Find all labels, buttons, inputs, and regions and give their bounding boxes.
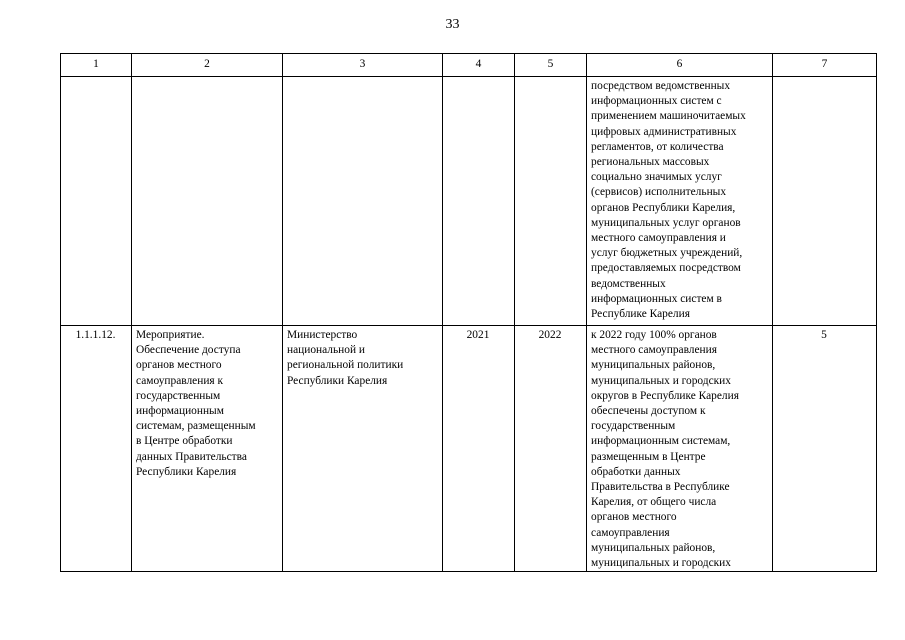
cell-executor bbox=[283, 77, 443, 326]
text-line: ведомственных bbox=[591, 277, 666, 290]
table-header-row bbox=[61, 54, 877, 77]
text-line: государственным bbox=[591, 420, 676, 433]
header-cell-1: 1 bbox=[61, 54, 132, 77]
cell-end-year: 2022 bbox=[515, 326, 587, 572]
text-line: региональной политики bbox=[287, 359, 404, 372]
text-line: Республики Карелия bbox=[287, 374, 388, 387]
cell-executor bbox=[283, 326, 443, 572]
text-line: информационных систем с bbox=[591, 95, 722, 108]
text-line: к 2022 году 100% органов bbox=[591, 329, 717, 341]
text-line: посредством ведомственных bbox=[591, 80, 731, 92]
cell-start-year bbox=[443, 77, 515, 326]
text-line: государственным bbox=[136, 389, 221, 402]
text-line: Правительства в Республике bbox=[591, 481, 730, 494]
text-line: социально значимых услуг bbox=[591, 171, 722, 184]
text-line: Республики Карелия bbox=[136, 465, 237, 478]
header-cell-3: 3 bbox=[283, 54, 443, 77]
text-line: Республике Карелия bbox=[591, 308, 690, 321]
text-line: муниципальных и городских bbox=[591, 374, 731, 387]
text-line: органов Республики Карелия, bbox=[591, 201, 736, 214]
text-line: (сервисов) исполнительных bbox=[591, 186, 727, 199]
text-line: услуг бюджетных учреждений, bbox=[591, 247, 743, 260]
table-row-continuation bbox=[61, 77, 877, 326]
cell-end-year bbox=[515, 77, 587, 326]
text-line: муниципальных районов, bbox=[591, 541, 716, 554]
document-table bbox=[60, 53, 877, 572]
cell-indicator: 5 bbox=[773, 326, 877, 572]
text-line: размещенным в Центре bbox=[591, 450, 706, 463]
text-line: местного самоуправления и bbox=[591, 232, 726, 245]
text-line: муниципальных услуг органов bbox=[591, 216, 741, 229]
text-line: муниципальных районов, bbox=[591, 359, 716, 372]
text-line: предоставляемых посредством bbox=[591, 262, 741, 275]
cell-number bbox=[61, 77, 132, 326]
text-line: Мероприятие. bbox=[136, 329, 205, 341]
text-line: самоуправления bbox=[591, 526, 670, 539]
cell-number: 1.1.1.12. bbox=[61, 326, 132, 572]
cell-indicator bbox=[773, 77, 877, 326]
page-number: 33 bbox=[445, 17, 460, 32]
text-line: Министерство bbox=[287, 329, 358, 341]
text-line: обработки данных bbox=[591, 465, 681, 478]
cell-result-text bbox=[587, 326, 773, 572]
text-line: местного самоуправления bbox=[591, 344, 717, 357]
text-line: информационным bbox=[136, 405, 224, 418]
text-line: региональных массовых bbox=[591, 156, 710, 169]
header-cell-5: 5 bbox=[515, 54, 587, 77]
text-line: регламентов, от количества bbox=[591, 140, 724, 153]
text-line: органов местного bbox=[136, 359, 222, 372]
text-line: информационным системам, bbox=[591, 435, 731, 448]
text-line: округов в Республике Карелия bbox=[591, 389, 739, 402]
header-cell-4: 4 bbox=[443, 54, 515, 77]
text-line: информационных систем в bbox=[591, 292, 722, 305]
header-cell-6: 6 bbox=[587, 54, 773, 77]
header-cell-7: 7 bbox=[773, 54, 877, 77]
text-line: обеспечены доступом к bbox=[591, 405, 706, 418]
header-cell-2: 2 bbox=[132, 54, 283, 77]
text-line: цифровых административных bbox=[591, 125, 737, 138]
cell-result-text bbox=[587, 77, 773, 326]
text-line: применением машиночитаемых bbox=[591, 110, 746, 123]
cell-start-year: 2021 bbox=[443, 326, 515, 572]
table-row-1-1-1-12 bbox=[61, 326, 877, 572]
text-line: Карелия, от общего числа bbox=[591, 496, 717, 509]
cell-activity bbox=[132, 326, 283, 572]
text-line: Обеспечение доступа bbox=[136, 344, 241, 357]
text-line: национальной и bbox=[287, 344, 365, 357]
text-line: органов местного bbox=[591, 511, 677, 524]
text-line: данных Правительства bbox=[136, 450, 247, 463]
cell-activity bbox=[132, 77, 283, 326]
text-line: в Центре обработки bbox=[136, 435, 233, 448]
text-line: самоуправления к bbox=[136, 374, 224, 387]
text-line: муниципальных и городских bbox=[591, 557, 731, 570]
text-line: системам, размещенным bbox=[136, 420, 256, 433]
